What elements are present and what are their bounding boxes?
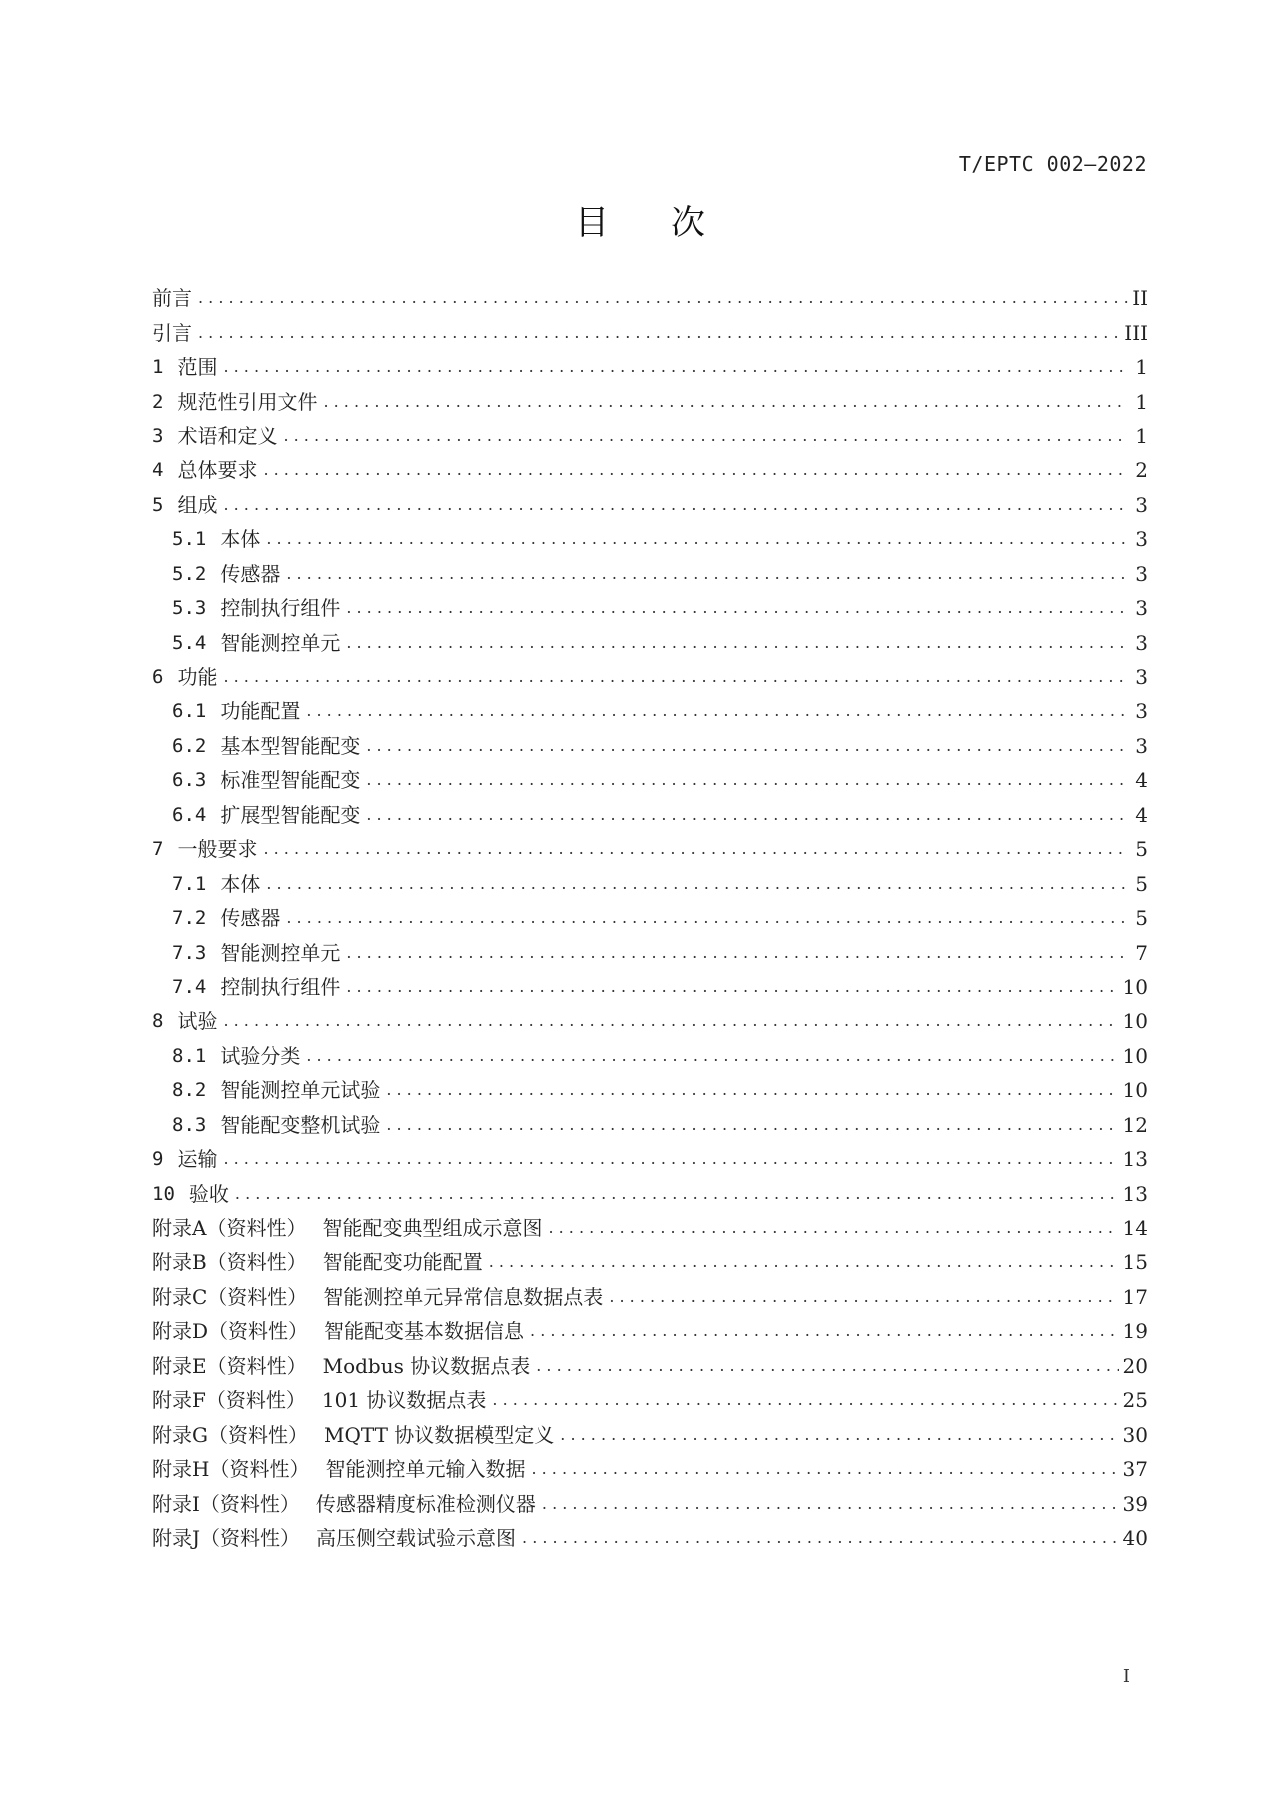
dot-leader: [286, 562, 1128, 586]
page-title: 目次: [575, 203, 767, 243]
dot-leader: [263, 837, 1128, 861]
toc-entry-number: 附录J（资料性）: [152, 1525, 301, 1550]
toc-entry-number: 附录H（资料性）: [152, 1457, 310, 1482]
toc-entry-number: 6.2: [172, 734, 207, 757]
toc-entry-title: 总体要求: [177, 458, 258, 483]
toc-entry-page: 10: [1122, 974, 1148, 999]
toc-entry-number: 附录C（资料性）: [152, 1284, 308, 1309]
toc-entry-page: 3: [1135, 492, 1148, 517]
dot-leader: [283, 424, 1128, 448]
toc-entry[interactable]: [152, 1176, 1148, 1210]
toc-entry-page: 3: [1135, 699, 1148, 724]
toc-entry-title: 智能测控单元: [220, 630, 341, 655]
toc-entry-title: 术语和定义: [177, 423, 278, 448]
toc-entry[interactable]: [152, 315, 1148, 349]
dot-leader: [346, 941, 1128, 965]
toc-entry-title: 智能配变功能配置: [322, 1250, 483, 1275]
toc-entry-page: 7: [1135, 940, 1148, 965]
dot-leader: [548, 1216, 1118, 1240]
toc-entry-page: II: [1132, 286, 1148, 311]
page-number: I: [1122, 1666, 1130, 1687]
toc-entry[interactable]: [152, 694, 1148, 728]
toc-entry-title: 智能配变基本数据信息: [324, 1319, 525, 1344]
dot-leader: [323, 390, 1128, 414]
toc-entry-page: 13: [1122, 1147, 1148, 1172]
toc-entry-title: 智能测控单元试验: [220, 1078, 381, 1103]
toc-entry-number: 3: [152, 424, 164, 447]
toc-entry-title: 前言: [152, 286, 192, 311]
toc-entry-page: 3: [1135, 630, 1148, 655]
toc-entry-page: 30: [1122, 1422, 1148, 1447]
toc-entry-page: 4: [1135, 802, 1148, 827]
toc-entry-number: 7.4: [172, 975, 207, 998]
toc-entry[interactable]: [152, 866, 1148, 900]
toc-entry-title: 智能配变典型组成示意图: [322, 1216, 543, 1241]
toc-entry-page: III: [1124, 320, 1148, 345]
toc-entry-page: 39: [1122, 1491, 1148, 1516]
toc-entry-title: 规范性引用文件: [177, 389, 318, 414]
toc-entry-title: 引言: [152, 320, 192, 345]
toc-entry-title: 一般要求: [177, 837, 258, 862]
toc-entry-number: 5.2: [172, 562, 207, 585]
toc-entry-title: 组成: [177, 492, 218, 517]
toc-entry[interactable]: [152, 1039, 1148, 1073]
dot-leader: [223, 1147, 1118, 1171]
toc-entry-title: 传感器: [220, 561, 281, 586]
toc-entry-page: 14: [1122, 1216, 1148, 1241]
dot-leader: [306, 699, 1128, 723]
toc-entry[interactable]: [152, 1280, 1148, 1314]
toc-entry-page: 10: [1122, 1043, 1148, 1068]
toc-entry-title: 试验: [177, 1009, 218, 1034]
toc-entry-title: 智能测控单元: [220, 940, 341, 965]
toc-entry[interactable]: [152, 1004, 1148, 1038]
toc-entry[interactable]: [152, 729, 1148, 763]
toc-entry-page: 3: [1135, 561, 1148, 586]
toc-entry[interactable]: [152, 591, 1148, 625]
toc-entry-title: Modbus 协议数据点表: [322, 1353, 531, 1378]
toc-entry-number: 8.2: [172, 1079, 207, 1102]
toc-entry-page: 3: [1135, 596, 1148, 621]
toc-entry-number: 7.3: [172, 941, 207, 964]
dot-leader: [235, 1182, 1119, 1206]
dot-leader: [366, 734, 1128, 758]
toc-entry-title: 智能配变整机试验: [220, 1112, 381, 1137]
toc-entry[interactable]: [152, 1383, 1148, 1417]
toc-entry-page: 4: [1135, 768, 1148, 793]
toc-entry-number: 附录D（资料性）: [152, 1319, 309, 1344]
toc-entry-number: 6.3: [172, 769, 207, 792]
toc-entry-number: 5.4: [172, 631, 207, 654]
toc-entry-number: 8.3: [172, 1113, 207, 1136]
dot-leader: [531, 1457, 1118, 1481]
dot-leader: [609, 1285, 1118, 1309]
dot-leader: [489, 1250, 1119, 1274]
toc-entry[interactable]: [152, 1142, 1148, 1176]
dot-leader: [386, 1113, 1118, 1137]
toc-entry-page: 3: [1135, 665, 1148, 690]
toc-entry-page: 1: [1135, 355, 1148, 380]
toc-entry-page: 5: [1135, 871, 1148, 896]
toc-entry-number: 8.1: [172, 1044, 207, 1067]
toc-entry-page: 10: [1122, 1009, 1148, 1034]
toc-entry-page: 5: [1135, 906, 1148, 931]
toc-entry-page: 3: [1135, 527, 1148, 552]
toc-entry-title: 智能测控单元输入数据: [325, 1457, 526, 1482]
dot-leader: [198, 321, 1120, 345]
toc-entry-page: 3: [1135, 733, 1148, 758]
toc-entry-page: 1: [1135, 423, 1148, 448]
toc-entry-number: 4: [152, 459, 164, 482]
dot-leader: [346, 596, 1128, 620]
dot-leader: [522, 1526, 1119, 1550]
toc-entry-number: 附录B（资料性）: [152, 1250, 307, 1275]
document-code: T/EPTC 002—2022: [958, 152, 1147, 176]
toc-entry-number: 附录I（资料性）: [152, 1491, 300, 1516]
toc-entry-page: 12: [1122, 1112, 1148, 1137]
toc-entry-title: 功能: [177, 665, 218, 690]
toc-entry[interactable]: [152, 281, 1148, 315]
toc-entry-number: 附录E（资料性）: [152, 1353, 307, 1378]
toc-entry-page: 37: [1122, 1457, 1148, 1482]
dot-leader: [346, 975, 1118, 999]
toc-entry[interactable]: [152, 350, 1148, 384]
toc-entry[interactable]: [152, 557, 1148, 591]
toc-entry[interactable]: [152, 970, 1148, 1004]
toc-entry-page: 40: [1122, 1525, 1148, 1550]
toc-entry[interactable]: [152, 384, 1148, 418]
toc-entry-number: 6.1: [172, 700, 207, 723]
toc-entry-number: 6: [152, 666, 164, 689]
toc-entry-number: 8: [152, 1010, 164, 1033]
toc-entry-title: 运输: [177, 1147, 218, 1172]
toc-entry-page: 20: [1122, 1353, 1148, 1378]
dot-leader: [386, 1078, 1118, 1102]
toc-entry[interactable]: [152, 1108, 1148, 1142]
toc-entry-title: 扩展型智能配变: [220, 802, 361, 827]
table-of-contents: [152, 281, 1148, 1555]
toc-entry-number: 7.1: [172, 872, 207, 895]
toc-entry-number: 5: [152, 493, 164, 516]
toc-entry-number: 7: [152, 838, 164, 861]
dot-leader: [560, 1423, 1118, 1447]
toc-entry-title: 传感器精度标准检测仪器: [315, 1491, 536, 1516]
toc-entry-title: 本体: [220, 527, 261, 552]
toc-entry[interactable]: [152, 763, 1148, 797]
dot-leader: [263, 458, 1128, 482]
dot-leader: [266, 527, 1128, 551]
dot-leader: [223, 1009, 1118, 1033]
toc-entry-number: 6.4: [172, 803, 207, 826]
dot-leader: [223, 355, 1128, 379]
toc-entry[interactable]: [152, 1417, 1148, 1451]
toc-entry[interactable]: [152, 1211, 1148, 1245]
dot-leader: [223, 493, 1128, 517]
toc-entry-number: 9: [152, 1148, 164, 1171]
toc-entry-title: 试验分类: [220, 1043, 301, 1068]
dot-leader: [530, 1319, 1119, 1343]
toc-entry[interactable]: [152, 1073, 1148, 1107]
dot-leader: [266, 872, 1128, 896]
toc-entry[interactable]: [152, 488, 1148, 522]
toc-entry-page: 19: [1122, 1319, 1148, 1344]
dot-leader: [366, 803, 1128, 827]
toc-entry-page: 10: [1122, 1078, 1148, 1103]
toc-entry[interactable]: [152, 1349, 1148, 1383]
toc-entry-page: 17: [1122, 1284, 1148, 1309]
toc-entry[interactable]: [152, 901, 1148, 935]
dot-leader: [536, 1354, 1118, 1378]
toc-entry[interactable]: [152, 1452, 1148, 1486]
toc-entry-number: 5.3: [172, 597, 207, 620]
toc-entry-number: 10: [152, 1182, 175, 1205]
dot-leader: [346, 631, 1128, 655]
toc-entry[interactable]: [152, 935, 1148, 969]
toc-entry-number: 1: [152, 356, 164, 379]
toc-entry[interactable]: [152, 1521, 1148, 1555]
toc-entry-number: 附录G（资料性）: [152, 1422, 308, 1447]
toc-entry-title: 高压侧空载试验示意图: [316, 1525, 517, 1550]
toc-entry-number: 附录F（资料性）: [152, 1388, 306, 1413]
toc-entry-title: 智能测控单元异常信息数据点表: [323, 1284, 604, 1309]
toc-entry-number: 5.1: [172, 528, 207, 551]
toc-entry[interactable]: [152, 1314, 1148, 1348]
toc-entry-title: 标准型智能配变: [220, 768, 361, 793]
dot-leader: [366, 768, 1128, 792]
toc-entry[interactable]: [152, 798, 1148, 832]
dot-leader: [223, 665, 1128, 689]
dot-leader: [542, 1492, 1119, 1516]
toc-entry[interactable]: [152, 1486, 1148, 1520]
dot-leader: [198, 286, 1128, 310]
toc-entry[interactable]: [152, 832, 1148, 866]
toc-entry-page: 1: [1135, 389, 1148, 414]
dot-leader: [306, 1044, 1118, 1068]
toc-entry-number: 7.2: [172, 907, 207, 930]
dot-leader: [286, 906, 1128, 930]
toc-entry[interactable]: [152, 1245, 1148, 1279]
toc-entry-title: 传感器: [220, 906, 281, 931]
toc-entry[interactable]: [152, 660, 1148, 694]
toc-entry-title: 基本型智能配变: [220, 733, 361, 758]
toc-entry-title: 控制执行组件: [220, 974, 341, 999]
toc-entry-page: 25: [1122, 1388, 1148, 1413]
toc-entry-title: 范围: [177, 355, 218, 380]
toc-entry-page: 2: [1135, 458, 1148, 483]
toc-entry-title: MQTT 协议数据模型定义: [323, 1422, 555, 1447]
toc-entry[interactable]: [152, 625, 1148, 659]
toc-entry-title: 本体: [220, 871, 261, 896]
toc-entry-number: 2: [152, 390, 164, 413]
dot-leader: [492, 1388, 1118, 1412]
toc-entry-page: 13: [1122, 1181, 1148, 1206]
toc-entry[interactable]: [152, 419, 1148, 453]
toc-entry-number: 附录A（资料性）: [152, 1216, 307, 1241]
toc-entry-page: 15: [1122, 1250, 1148, 1275]
toc-entry-title: 功能配置: [220, 699, 301, 724]
toc-entry[interactable]: [152, 522, 1148, 556]
toc-entry-title: 101 协议数据点表: [321, 1388, 487, 1413]
toc-entry-title: 验收: [188, 1181, 229, 1206]
toc-entry-page: 5: [1135, 837, 1148, 862]
toc-entry[interactable]: [152, 453, 1148, 487]
toc-entry-title: 控制执行组件: [220, 596, 341, 621]
